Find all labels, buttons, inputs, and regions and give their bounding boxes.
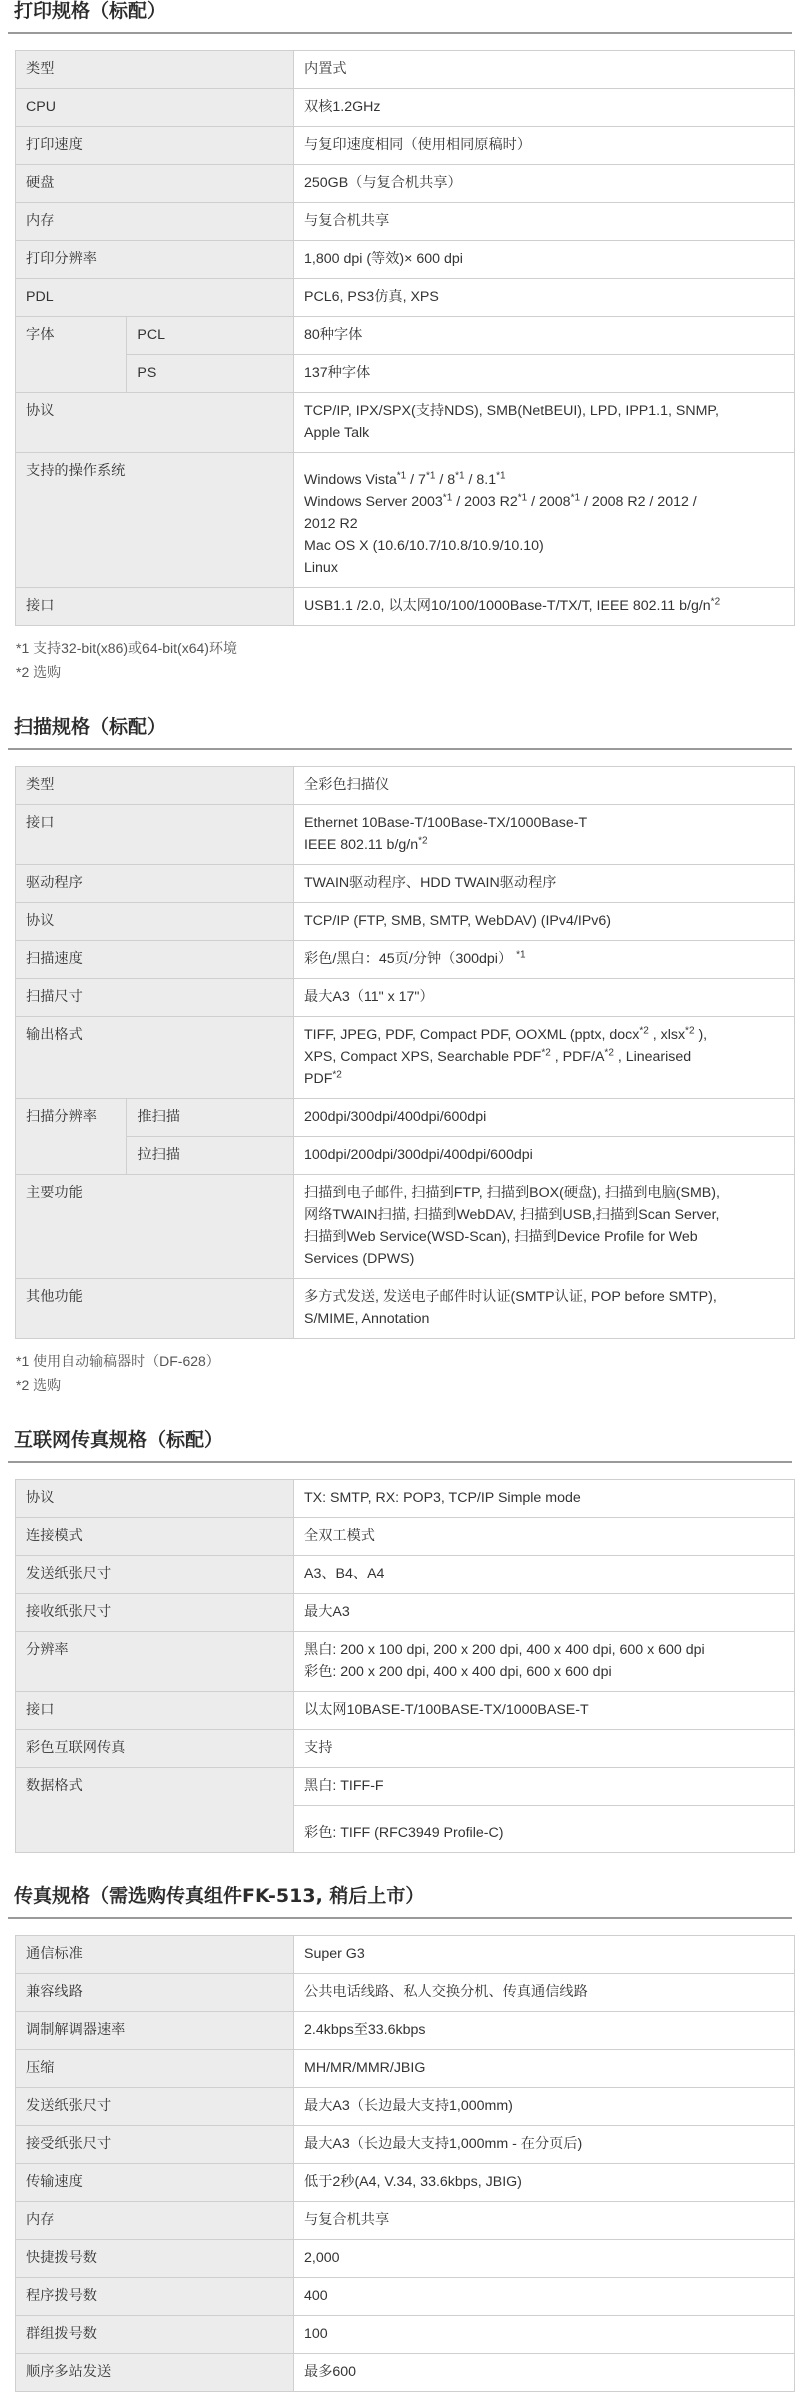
- row-value: 2,000: [294, 2240, 795, 2278]
- table-row: [16, 1730, 795, 1768]
- footnote-ref: *1: [396, 470, 407, 482]
- table-row: [16, 941, 795, 979]
- value-line: ),: [694, 1027, 708, 1043]
- table-row: [16, 2126, 795, 2164]
- row-label: 数据格式: [16, 1768, 294, 1853]
- row-label: 发送纸张尺寸: [16, 1556, 294, 1594]
- protocol-label: 协议: [16, 393, 294, 453]
- row-value: 与复合机共享: [294, 2202, 795, 2240]
- footnote: *1 使用自动输稿器时（DF-628）: [16, 1353, 220, 1369]
- value-line: 网络TWAIN扫描, 扫描到WebDAV, 扫描到USB,扫描到Scan Server,: [304, 1207, 720, 1223]
- value-line: , Linearised: [613, 1049, 692, 1065]
- row-label: 类型: [16, 767, 294, 805]
- os-label: 支持的操作系统: [16, 453, 294, 588]
- footnote-ref: *2: [710, 596, 721, 608]
- row-label: 发送纸张尺寸: [16, 2088, 294, 2126]
- table-row: [16, 165, 795, 203]
- row-value: [294, 1017, 795, 1099]
- os-text: 2012 R2: [304, 516, 358, 532]
- interface-label: 接口: [16, 588, 294, 626]
- table-row: [16, 279, 795, 317]
- row-value: TCP/IP (FTP, SMB, SMTP, WebDAV) (IPv4/IPv6): [294, 903, 795, 941]
- footnote-ref: *2: [685, 1025, 695, 1037]
- fax-spec-section: [8, 1875, 792, 2392]
- os-text: Mac OS X (10.6/10.7/10.8/10.9/10.10): [304, 538, 544, 554]
- value-line: , xlsx: [648, 1027, 686, 1043]
- value-line: PDF: [304, 1071, 333, 1087]
- footnote-ref: *1: [455, 470, 465, 482]
- footnote-ref: *1: [516, 949, 526, 961]
- row-value: 以太网10BASE-T/100BASE-TX/1000BASE-T: [294, 1692, 795, 1730]
- row-label: 内存: [16, 2202, 294, 2240]
- table-row: [16, 1099, 795, 1137]
- print-notes: [16, 636, 792, 684]
- row-label: 扫描尺寸: [16, 979, 294, 1017]
- footnote: *2 选购: [16, 664, 62, 680]
- row-label: 群组拨号数: [16, 2316, 294, 2354]
- footnote-ref: *1: [517, 492, 528, 504]
- print-spec-title: 打印规格（标配）: [8, 0, 792, 34]
- row-label: 打印速度: [16, 127, 294, 165]
- scan-spec-section: [8, 706, 792, 1397]
- row-label: 其他功能: [16, 1279, 294, 1339]
- value-line: 黑白: 200 x 100 dpi, 200 x 200 dpi, 400 x 400 dpi, 600 x 600 dpi: [304, 1642, 705, 1658]
- footnote-ref: *2: [418, 835, 428, 847]
- row-label: 调制解调器速率: [16, 2012, 294, 2050]
- table-row: [16, 1480, 795, 1518]
- row-label: 主要功能: [16, 1175, 294, 1279]
- row-label: 压缩: [16, 2050, 294, 2088]
- row-label: 协议: [16, 1480, 294, 1518]
- row-label: CPU: [16, 89, 294, 127]
- value-line: 彩色: 200 x 200 dpi, 400 x 400 dpi, 600 x 600 dpi: [304, 1664, 612, 1680]
- row-value: 最大A3: [294, 1594, 795, 1632]
- row-value: 最大A3（长边最大支持1,000mm): [294, 2088, 795, 2126]
- footnote-ref: *1: [496, 470, 506, 482]
- os-text: / 8.1: [464, 472, 497, 488]
- row-value: 支持: [294, 1730, 795, 1768]
- row-value: 低于2秒(A4, V.34, 33.6kbps, JBIG): [294, 2164, 795, 2202]
- table-row: [16, 1632, 795, 1692]
- row-label: 兼容线路: [16, 1974, 294, 2012]
- row-value: 250GB（与复合机共享）: [294, 165, 795, 203]
- table-row: [16, 1936, 795, 1974]
- print-spec-section: [8, 0, 792, 684]
- row-value: 全双工模式: [294, 1518, 795, 1556]
- ifax-spec-section: [8, 1419, 792, 1853]
- table-row: [16, 2012, 795, 2050]
- footnote-ref: *2: [639, 1025, 649, 1037]
- os-text: Linux: [304, 560, 338, 576]
- row-label: 扫描速度: [16, 941, 294, 979]
- row-label: 接受纸张尺寸: [16, 2126, 294, 2164]
- row-label: 传输速度: [16, 2164, 294, 2202]
- row-value: 最大A3（长边最大支持1,000mm - 在分页后): [294, 2126, 795, 2164]
- os-text: Windows Vista: [304, 472, 397, 488]
- row-label: 类型: [16, 51, 294, 89]
- footnote-ref: *1: [425, 470, 436, 482]
- font-ps-value: 137种字体: [294, 355, 795, 393]
- table-row: [16, 1974, 795, 2012]
- value-line: 彩色/黑白：45页/分钟（300dpi）: [304, 951, 513, 967]
- row-value: 最大A3（11" x 17"）: [294, 979, 795, 1017]
- table-row: [16, 1518, 795, 1556]
- table-row: [16, 2278, 795, 2316]
- row-value: [294, 805, 795, 865]
- os-text: Windows Server 2003: [304, 494, 443, 510]
- row-label: 彩色互联网传真: [16, 1730, 294, 1768]
- table-row: [16, 2316, 795, 2354]
- row-value: MH/MR/MMR/JBIG: [294, 2050, 795, 2088]
- table-row: [16, 903, 795, 941]
- footnote-ref: *2: [332, 1069, 342, 1081]
- row-value: [294, 1632, 795, 1692]
- scan-spec-title: 扫描规格（标配）: [8, 706, 792, 750]
- table-row: [16, 241, 795, 279]
- row-label: 硬盘: [16, 165, 294, 203]
- font-pcl-label: PCL: [127, 317, 294, 355]
- row-label: 打印分辨率: [16, 241, 294, 279]
- scan-notes: [16, 1349, 792, 1397]
- row-label: 快捷拨号数: [16, 2240, 294, 2278]
- res-pull-label: 拉扫描: [127, 1137, 294, 1175]
- table-row: [16, 865, 795, 903]
- table-row: [16, 1692, 795, 1730]
- res-push-value: 200dpi/300dpi/400dpi/600dpi: [294, 1099, 795, 1137]
- row-value: 黑白: TIFF-F: [294, 1768, 795, 1806]
- protocol-value-line: Apple Talk: [304, 425, 370, 441]
- value-line: , PDF/A: [550, 1049, 605, 1065]
- os-text: / 2008 R2 / 2012 /: [580, 494, 697, 510]
- value-line: Services (DPWS): [304, 1251, 415, 1267]
- os-text: / 2008: [527, 494, 571, 510]
- res-pull-value: 100dpi/200dpi/300dpi/400dpi/600dpi: [294, 1137, 795, 1175]
- row-label: 输出格式: [16, 1017, 294, 1099]
- value-line: 扫描到电子邮件, 扫描到FTP, 扫描到BOX(硬盘), 扫描到电脑(SMB),: [304, 1185, 720, 1201]
- row-value: TX: SMTP, RX: POP3, TCP/IP Simple mode: [294, 1480, 795, 1518]
- row-value: 内置式: [294, 51, 795, 89]
- table-row: [16, 2240, 795, 2278]
- row-value: A3、B4、A4: [294, 1556, 795, 1594]
- res-label: 扫描分辨率: [16, 1099, 127, 1175]
- row-value: [294, 1175, 795, 1279]
- table-row: [16, 1017, 795, 1099]
- font-ps-label: PS: [127, 355, 294, 393]
- table-row: [16, 203, 795, 241]
- table-row: [16, 1768, 795, 1806]
- footnote-ref: *2: [541, 1047, 551, 1059]
- table-row: [16, 1175, 795, 1279]
- table-row: [16, 1137, 795, 1175]
- row-value: 公共电话线路、私人交换分机、传真通信线路: [294, 1974, 795, 2012]
- footnote-ref: *1: [570, 492, 581, 504]
- row-value: 1,800 dpi (等效)× 600 dpi: [294, 241, 795, 279]
- scan-spec-table: [15, 766, 795, 1339]
- value-line: TIFF, JPEG, PDF, Compact PDF, OOXML (pptx, docx: [304, 1027, 640, 1043]
- row-value: 400: [294, 2278, 795, 2316]
- row-label: 内存: [16, 203, 294, 241]
- interface-value: [294, 588, 795, 626]
- row-value: [294, 941, 795, 979]
- row-value: 双核1.2GHz: [294, 89, 795, 127]
- table-row: [16, 1279, 795, 1339]
- table-row: [16, 588, 795, 626]
- value-line: Ethernet 10Base-T/100Base-TX/1000Base-T: [304, 815, 588, 831]
- table-row: [16, 2164, 795, 2202]
- table-row: [16, 51, 795, 89]
- value-line: XPS, Compact XPS, Searchable PDF: [304, 1049, 542, 1065]
- row-label: 接口: [16, 1692, 294, 1730]
- table-row: [16, 1594, 795, 1632]
- row-label: 连接模式: [16, 1518, 294, 1556]
- footnote: *2 选购: [16, 1377, 62, 1393]
- os-text: / 2003 R2: [452, 494, 518, 510]
- value-line: IEEE 802.11 b/g/n: [304, 837, 419, 853]
- res-push-label: 推扫描: [127, 1099, 294, 1137]
- row-value: 与复合机共享: [294, 203, 795, 241]
- row-value: Super G3: [294, 1936, 795, 1974]
- row-label: 协议: [16, 903, 294, 941]
- table-row: [16, 767, 795, 805]
- table-row: [16, 979, 795, 1017]
- ifax-spec-table: [15, 1479, 795, 1853]
- footnote-ref: *2: [604, 1047, 614, 1059]
- row-value: 彩色: TIFF (RFC3949 Profile-C): [294, 1806, 795, 1853]
- os-value: [294, 453, 795, 588]
- table-row: [16, 393, 795, 453]
- table-row: [16, 317, 795, 355]
- row-value: [294, 1279, 795, 1339]
- value-line: 扫描到Web Service(WSD-Scan), 扫描到Device Profile for Web: [304, 1229, 698, 1245]
- row-value: 100: [294, 2316, 795, 2354]
- os-text: / 7: [406, 472, 426, 488]
- table-row: [16, 2050, 795, 2088]
- protocol-value: [294, 393, 795, 453]
- value-line: 多方式发送, 发送电子邮件时认证(SMTP认证, POP before SMTP),: [304, 1289, 717, 1305]
- value-line: S/MIME, Annotation: [304, 1311, 430, 1327]
- os-text: / 8: [435, 472, 456, 488]
- row-label: PDL: [16, 279, 294, 317]
- row-label: 接收纸张尺寸: [16, 1594, 294, 1632]
- row-value: 2.4kbps至33.6kbps: [294, 2012, 795, 2050]
- row-value: 全彩色扫描仪: [294, 767, 795, 805]
- protocol-value-line: TCP/IP, IPX/SPX(支持NDS), SMB(NetBEUI), LPD, IPP1.1, SNMP,: [304, 403, 719, 419]
- footnote: *1 支持32-bit(x86)或64-bit(x64)环境: [16, 640, 237, 656]
- row-label: 通信标准: [16, 1936, 294, 1974]
- row-value: 最多600: [294, 2354, 795, 2392]
- row-value: PCL6, PS3仿真, XPS: [294, 279, 795, 317]
- row-label: 顺序多站发送: [16, 2354, 294, 2392]
- interface-text: USB1.1 /2.0, 以太网10/100/1000Base-T/TX/T, IEEE 802.11 b/g/n: [304, 598, 711, 614]
- row-value: TWAIN驱动程序、HDD TWAIN驱动程序: [294, 865, 795, 903]
- ifax-spec-title: 互联网传真规格（标配）: [8, 1419, 792, 1463]
- table-row: [16, 2354, 795, 2392]
- font-pcl-value: 80种字体: [294, 317, 795, 355]
- row-label: 分辨率: [16, 1632, 294, 1692]
- table-row: [16, 127, 795, 165]
- row-label: 程序拨号数: [16, 2278, 294, 2316]
- table-row: [16, 805, 795, 865]
- table-row: [16, 89, 795, 127]
- footnote-ref: *1: [442, 492, 453, 504]
- print-spec-table: [15, 50, 795, 626]
- table-row: [16, 1556, 795, 1594]
- fax-spec-table: [15, 1935, 795, 2392]
- row-label: 驱动程序: [16, 865, 294, 903]
- row-value: 与复印速度相同（使用相同原稿时）: [294, 127, 795, 165]
- font-label: 字体: [16, 317, 127, 393]
- table-row: [16, 2088, 795, 2126]
- table-row: [16, 453, 795, 588]
- fax-spec-title: 传真规格（需选购传真组件FK-513, 稍后上市）: [8, 1875, 792, 1919]
- table-row: [16, 355, 795, 393]
- table-row: [16, 2202, 795, 2240]
- row-label: 接口: [16, 805, 294, 865]
